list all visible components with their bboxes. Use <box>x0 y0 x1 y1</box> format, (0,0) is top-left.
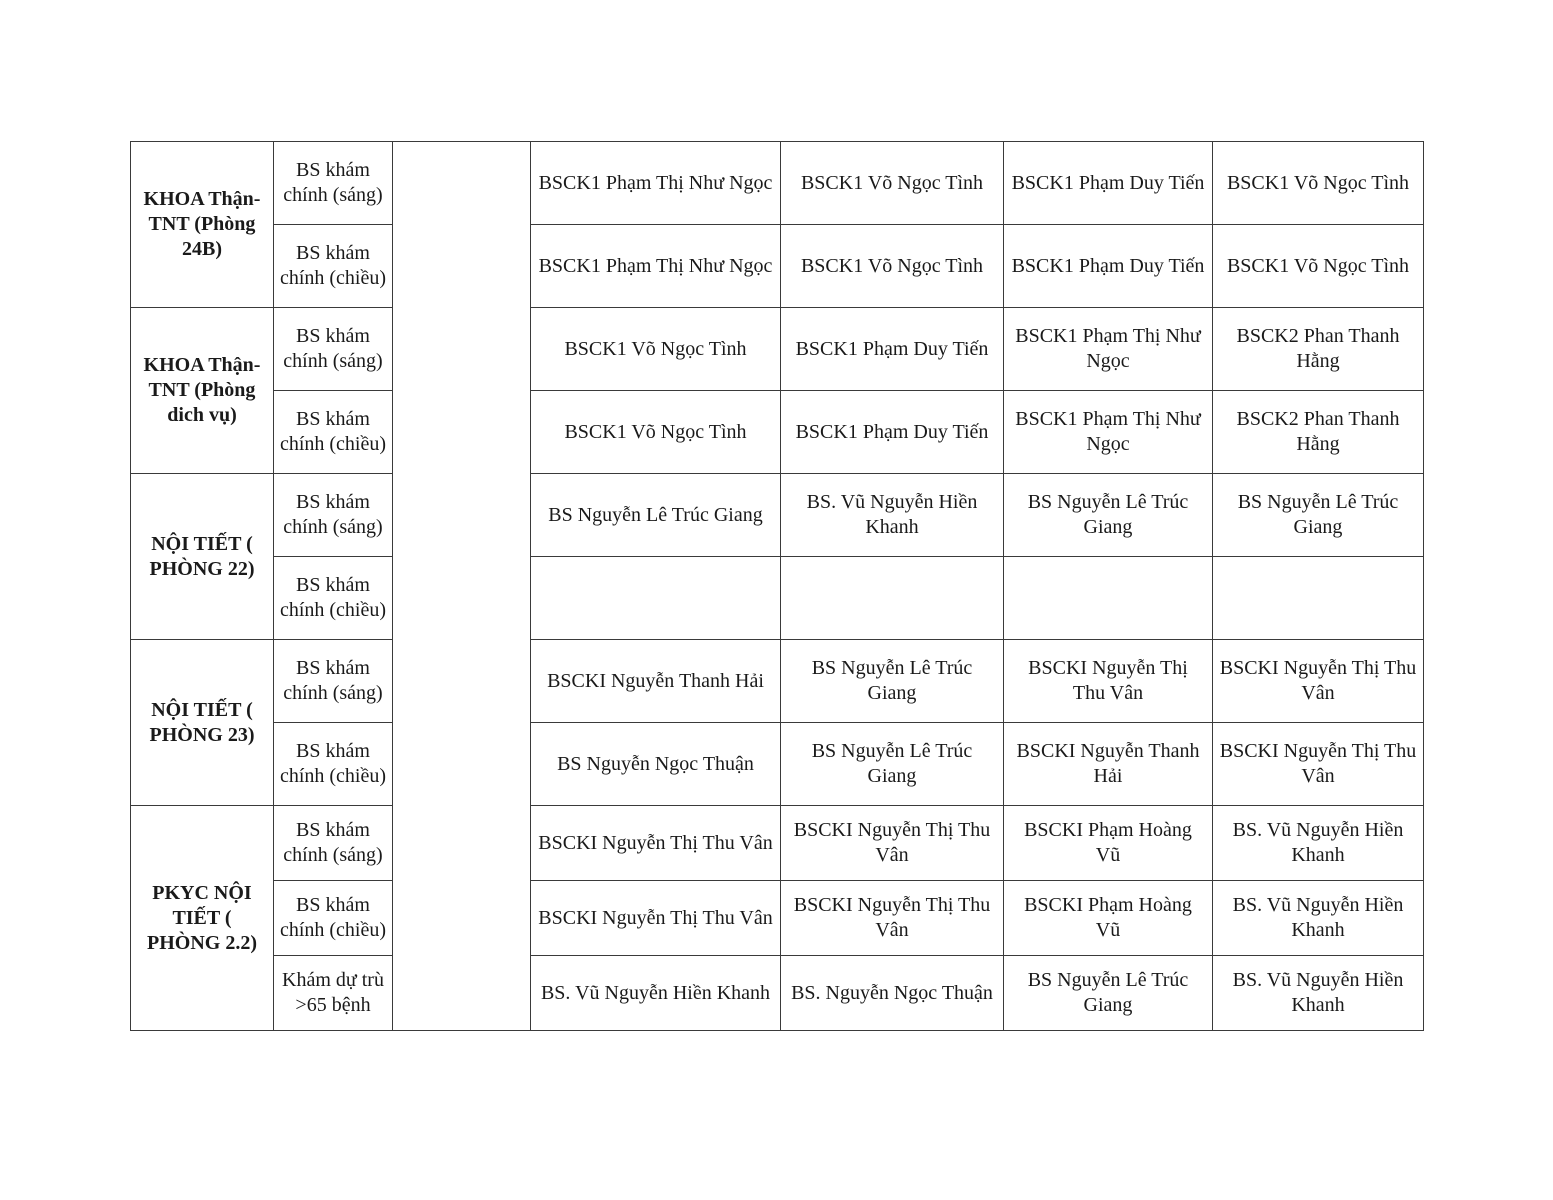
doctor-cell: BSCK1 Phạm Thị Như Ngọc <box>1004 391 1213 474</box>
doctor-cell: BSCK1 Phạm Duy Tiến <box>1004 142 1213 225</box>
doctor-cell: BSCK1 Võ Ngọc Tình <box>1213 142 1424 225</box>
doctor-cell: BSCKI Nguyễn Thị Thu Vân <box>1213 640 1424 723</box>
doctor-cell: BSCKI Phạm Hoàng Vũ <box>1004 806 1213 881</box>
department-name: NỘI TIẾT ( PHÒNG 22) <box>131 474 274 640</box>
shift-label: BS khám chính (sáng) <box>274 640 393 723</box>
table-row <box>131 142 1424 225</box>
shift-label: BS khám chính (chiều) <box>274 881 393 956</box>
doctor-cell: BS. Vũ Nguyễn Hiền Khanh <box>1213 881 1424 956</box>
doctor-cell: BS. Vũ Nguyễn Hiền Khanh <box>531 956 781 1031</box>
doctor-cell: BS Nguyễn Lê Trúc Giang <box>1004 474 1213 557</box>
doctor-cell: BSCKI Phạm Hoàng Vũ <box>1004 881 1213 956</box>
table-row <box>131 474 1424 557</box>
doctor-cell: BSCKI Nguyễn Thanh Hải <box>531 640 781 723</box>
doctor-cell: BSCKI Nguyễn Thị Thu Vân <box>531 806 781 881</box>
doctor-cell: BS Nguyễn Lê Trúc Giang <box>1004 956 1213 1031</box>
doctor-cell: BS Nguyễn Lê Trúc Giang <box>531 474 781 557</box>
table-row <box>131 806 1424 881</box>
shift-label: BS khám chính (chiều) <box>274 557 393 640</box>
doctor-cell <box>531 557 781 640</box>
doctor-cell: BSCKI Nguyễn Thị Thu Vân <box>1004 640 1213 723</box>
table-row <box>131 956 1424 1031</box>
shift-label: BS khám chính (sáng) <box>274 474 393 557</box>
table-row <box>131 640 1424 723</box>
doctor-cell: BSCK1 Phạm Thị Như Ngọc <box>1004 308 1213 391</box>
shift-label: BS khám chính (chiều) <box>274 391 393 474</box>
doctor-cell: BS Nguyễn Ngọc Thuận <box>531 723 781 806</box>
schedule-table <box>130 141 1424 1031</box>
doctor-cell: BSCK1 Phạm Thị Như Ngọc <box>531 225 781 308</box>
empty-column <box>393 142 531 1031</box>
doctor-cell: BSCKI Nguyễn Thị Thu Vân <box>531 881 781 956</box>
doctor-cell: BSCKI Nguyễn Thị Thu Vân <box>1213 723 1424 806</box>
department-name: NỘI TIẾT ( PHÒNG 23) <box>131 640 274 806</box>
shift-label: Khám dự trù >65 bệnh <box>274 956 393 1031</box>
table-row <box>131 391 1424 474</box>
table-row <box>131 225 1424 308</box>
shift-label: BS khám chính (chiều) <box>274 723 393 806</box>
shift-label: BS khám chính (chiều) <box>274 225 393 308</box>
doctor-cell: BSCK1 Phạm Duy Tiến <box>1004 225 1213 308</box>
doctor-cell: BSCKI Nguyễn Thị Thu Vân <box>781 881 1004 956</box>
doctor-cell: BSCKI Nguyễn Thanh Hải <box>1004 723 1213 806</box>
table-row <box>131 557 1424 640</box>
doctor-cell: BSCK1 Phạm Duy Tiến <box>781 308 1004 391</box>
doctor-cell: BSCK1 Võ Ngọc Tình <box>781 225 1004 308</box>
doctor-cell: BSCK2 Phan Thanh Hằng <box>1213 391 1424 474</box>
shift-label: BS khám chính (sáng) <box>274 806 393 881</box>
doctor-cell: BSCK1 Võ Ngọc Tình <box>531 308 781 391</box>
doctor-cell <box>1004 557 1213 640</box>
shift-label: BS khám chính (sáng) <box>274 308 393 391</box>
doctor-cell: BS Nguyễn Lê Trúc Giang <box>781 723 1004 806</box>
doctor-cell: BS Nguyễn Lê Trúc Giang <box>781 640 1004 723</box>
shift-label: BS khám chính (sáng) <box>274 142 393 225</box>
doctor-cell <box>1213 557 1424 640</box>
doctor-cell: BSCK1 Võ Ngọc Tình <box>531 391 781 474</box>
table-row <box>131 723 1424 806</box>
department-name: KHOA Thận-TNT (Phòng 24B) <box>131 142 274 308</box>
department-name: PKYC NỘI TIẾT ( PHÒNG 2.2) <box>131 806 274 1031</box>
department-name: KHOA Thận-TNT (Phòng dich vụ) <box>131 308 274 474</box>
table-row <box>131 881 1424 956</box>
doctor-cell: BSCK1 Phạm Duy Tiến <box>781 391 1004 474</box>
doctor-cell: BSCK2 Phan Thanh Hằng <box>1213 308 1424 391</box>
doctor-cell: BS. Vũ Nguyễn Hiền Khanh <box>1213 956 1424 1031</box>
doctor-cell: BSCK1 Võ Ngọc Tình <box>781 142 1004 225</box>
doctor-cell: BS. Vũ Nguyễn Hiền Khanh <box>781 474 1004 557</box>
doctor-cell: BS Nguyễn Lê Trúc Giang <box>1213 474 1424 557</box>
doctor-cell <box>781 557 1004 640</box>
table-row <box>131 308 1424 391</box>
doctor-cell: BS. Vũ Nguyễn Hiền Khanh <box>1213 806 1424 881</box>
doctor-cell: BS. Nguyễn Ngọc Thuận <box>781 956 1004 1031</box>
doctor-cell: BSCK1 Phạm Thị Như Ngọc <box>531 142 781 225</box>
doctor-cell: BSCKI Nguyễn Thị Thu Vân <box>781 806 1004 881</box>
doctor-cell: BSCK1 Võ Ngọc Tình <box>1213 225 1424 308</box>
